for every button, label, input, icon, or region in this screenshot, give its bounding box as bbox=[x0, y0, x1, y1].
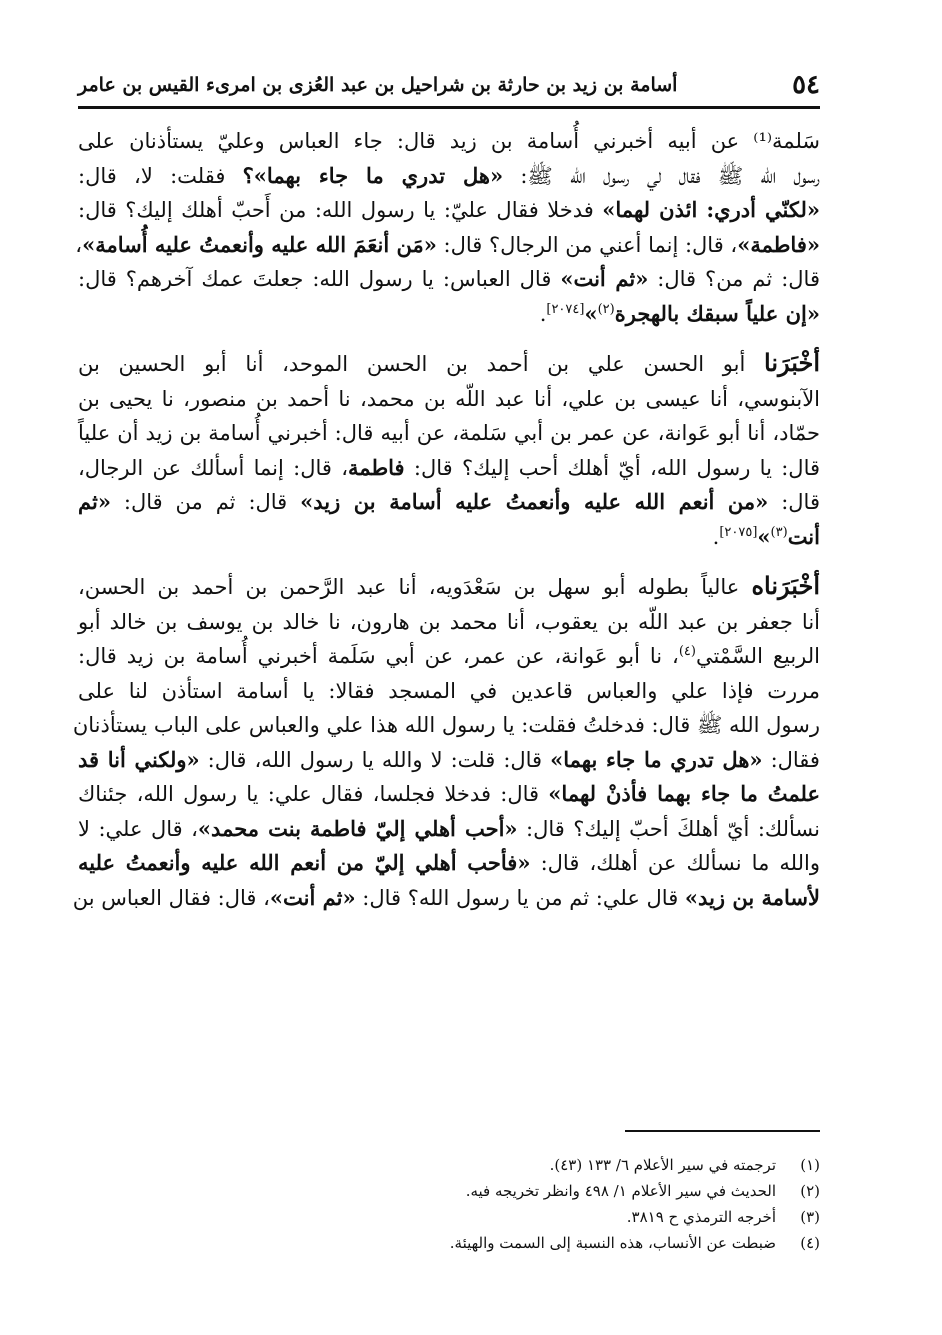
main-text bbox=[72, 124, 821, 915]
text-line: مررت فإذا علي والعباس قاعدين في المسجد فقالا: يا أسامة استأذن لنا على bbox=[78, 678, 820, 703]
quote: فاطمة bbox=[348, 454, 405, 480]
text-line: أخْبَرَنا أبو الحسن علي بن أحمد بن الحسن الموحد، أنا أبو الحسين بن bbox=[78, 348, 820, 377]
footnote-ref: (٣) bbox=[770, 524, 788, 540]
quote: «مَن أنعَمَ الله عليه وأنعمتُ عليه أُسامة» bbox=[82, 231, 437, 257]
text-line: علمتُ ما جاء بهما فأذنْ لهما» قال: فدخلا فجلسا، فقال علي: يا رسول الله، جئناك bbox=[78, 781, 820, 806]
footnote-separator bbox=[625, 1130, 820, 1132]
text-line: حمّاد، أنا أبو عَوانة، عن عمر بن أبي سَلمة، عن أبيه قال: أخبرني أُسامة بن زيد أن علياً bbox=[78, 421, 820, 445]
running-header bbox=[78, 62, 820, 109]
quote: «ثم bbox=[78, 489, 111, 514]
footnote bbox=[78, 1204, 820, 1230]
footnote-text: ترجمته في سير الأعلام ٦/ ١٣٣ (٤٣). bbox=[549, 1156, 776, 1174]
paragraph-lead: أخْبَرَنا bbox=[764, 348, 820, 377]
text-line: أخْبَرَناه عالياً بطوله أبو سهل بن سَعْدَويه، أنا عبد الرَّحمن بن أحمد بن الحسن، bbox=[78, 571, 820, 600]
paragraph-3 bbox=[72, 569, 821, 915]
quote: أنت bbox=[787, 523, 820, 549]
footnote-number: (٢) bbox=[800, 1182, 820, 1200]
text-line: سَلمة⁽¹⁾ عن أبيه أخبرني أُسامة بن زيد قال: جاء العباس وعليّ يستأذنان على bbox=[78, 129, 820, 153]
text-line: رسول الله ﷺ فقال لي رسول الله ﷺ: «هل تدري ما جاء بهما»؟ فقلت: لا، قال: bbox=[78, 162, 820, 188]
quote: «إن علياً سبقك بالهجرة bbox=[614, 300, 820, 326]
quote: «من أنعم الله عليه وأنعمتُ عليه أسامة بن زيد» bbox=[300, 489, 769, 514]
page-number: ٥٤ bbox=[792, 70, 820, 100]
text-line: قال: ثم من؟ قال: «ثم أنت» قال العباس: يا رسول الله: جعلتَ عمك آخرهم؟ قال: bbox=[78, 266, 820, 291]
quote: «هل تدري ما جاء بهما» bbox=[550, 746, 763, 772]
text-line: أنا جعفر بن عبد اللّه بن يعقوب، أنا محمد بن هارون، نا خالد بن يوسف بن خالد أبو bbox=[78, 609, 820, 634]
footnote-ref: (٤) bbox=[678, 644, 696, 659]
paragraph-1 bbox=[75, 124, 820, 331]
quote: «أحب أهلي إليّ فاطمة بنت محمد» bbox=[197, 815, 518, 841]
text-line: فقال: «هل تدري ما جاء بهما» قال: قلت: لا والله يا رسول الله، قال: «ولكني أنا قد bbox=[78, 746, 820, 772]
text-line: لأسامة بن زيد» قال علي: ثم من يا رسول الله؟ قال: «ثم أنت»، قال: فقال العباس بن bbox=[72, 884, 820, 910]
quote: علمتُ ما جاء بهما فأذنْ لهما» bbox=[548, 781, 820, 806]
text-line: الآبنوسي، أنا عيسى بن علي، أنا عبد اللّه بن محمد، نا أحمد بن منصور، نا يحيى بن bbox=[78, 386, 820, 411]
footnotes bbox=[78, 1152, 820, 1256]
footnote-text: أخرجه الترمذي ح ٣٨١٩. bbox=[626, 1208, 776, 1226]
text-line: «إن علياً سبقك بالهجرة$^{(٢)}$»[٢٠٧٤]. bbox=[539, 300, 820, 326]
hadith-number: [٢٠٧٥] bbox=[719, 524, 758, 540]
text-line: قال: «من أنعم الله عليه وأنعمتُ عليه أسامة بن زيد» قال: ثم من قال: «ثم bbox=[78, 489, 820, 514]
text-line: «فاطمة»، قال: إنما أعني من الرجال؟ قال: «مَن أنعَمَ الله عليه وأنعمتُ عليه أُسامة»، bbox=[75, 231, 820, 257]
text-line: رسول الله ﷺ قال: فدخلتُ فقلت: يا رسول الله هذا علي والعباس على الباب يستأذنان bbox=[72, 713, 820, 737]
paragraph-lead: أخْبَرَناه bbox=[751, 571, 820, 600]
text-line: الربيع السَّمْتي$^{(٤)}$، نا أبو عَوانة، عن عمر، عن أبي سَلَمة أخبرني أُسامة بن زيد قال: bbox=[78, 644, 820, 668]
footnote bbox=[78, 1152, 820, 1178]
text-line: أنت$^{(٣)}$»[٢٠٧٥]. bbox=[712, 523, 820, 549]
footnote-text: الحديث في سير الأعلام ١/ ٤٩٨ وانظر تخريجه فيه. bbox=[465, 1182, 776, 1200]
quote: «ولكني أنا قد bbox=[78, 746, 200, 772]
text-line: نسألك: أيّ أهلكَ أحبّ إليك؟ قال: «أحب أهلي إليّ فاطمة بنت محمد»، قال علي: لا bbox=[78, 815, 820, 841]
hadith-number: [٢٠٧٤] bbox=[546, 301, 585, 317]
text-line: قال: يا رسول الله، أيّ أهلك أحب إليك؟ قال: فاطمة، قال: إنما أسألك عن الرجال، bbox=[78, 454, 821, 480]
running-title: أسامة بن زيد بن حارثة بن شراحيل بن عبد العُزى بن امرىء القيس بن عامر bbox=[78, 74, 678, 96]
footnote bbox=[78, 1178, 820, 1204]
quote: لأسامة بن زيد» bbox=[684, 884, 820, 910]
footnote-number: (٤) bbox=[800, 1234, 820, 1252]
paragraph-2 bbox=[78, 346, 820, 554]
footnote-ref: (٢) bbox=[597, 301, 615, 317]
quote: «فأحب أهلي إليّ من أنعم الله عليه وأنعمتُ عليه bbox=[78, 850, 531, 875]
quote: «لكنّي أدري: ائذن لهما» bbox=[602, 197, 820, 222]
footnote-text: ضبطت عن الأنساب، هذه النسبة إلى السمت والهيئة. bbox=[449, 1234, 776, 1252]
quote: «هل تدري ما جاء بهما»؟ bbox=[242, 162, 504, 188]
footnote bbox=[78, 1230, 820, 1256]
text-line: والله ما نسألك عن أهلك، قال: «فأحب أهلي إليّ من أنعم الله عليه وأنعمتُ عليه bbox=[78, 850, 821, 875]
text-line: «لكنّي أدري: ائذن لهما» فدخلا فقال عليّ: يا رسول الله: من أَحبّ أهلك إليك؟ قال: bbox=[78, 197, 820, 222]
footnote-number: (١) bbox=[800, 1156, 820, 1174]
footnote-number: (٣) bbox=[800, 1208, 820, 1226]
quote: «ثم أنت» bbox=[560, 266, 649, 291]
quote: «ثم أنت» bbox=[269, 884, 356, 910]
quote: «فاطمة» bbox=[737, 231, 820, 257]
